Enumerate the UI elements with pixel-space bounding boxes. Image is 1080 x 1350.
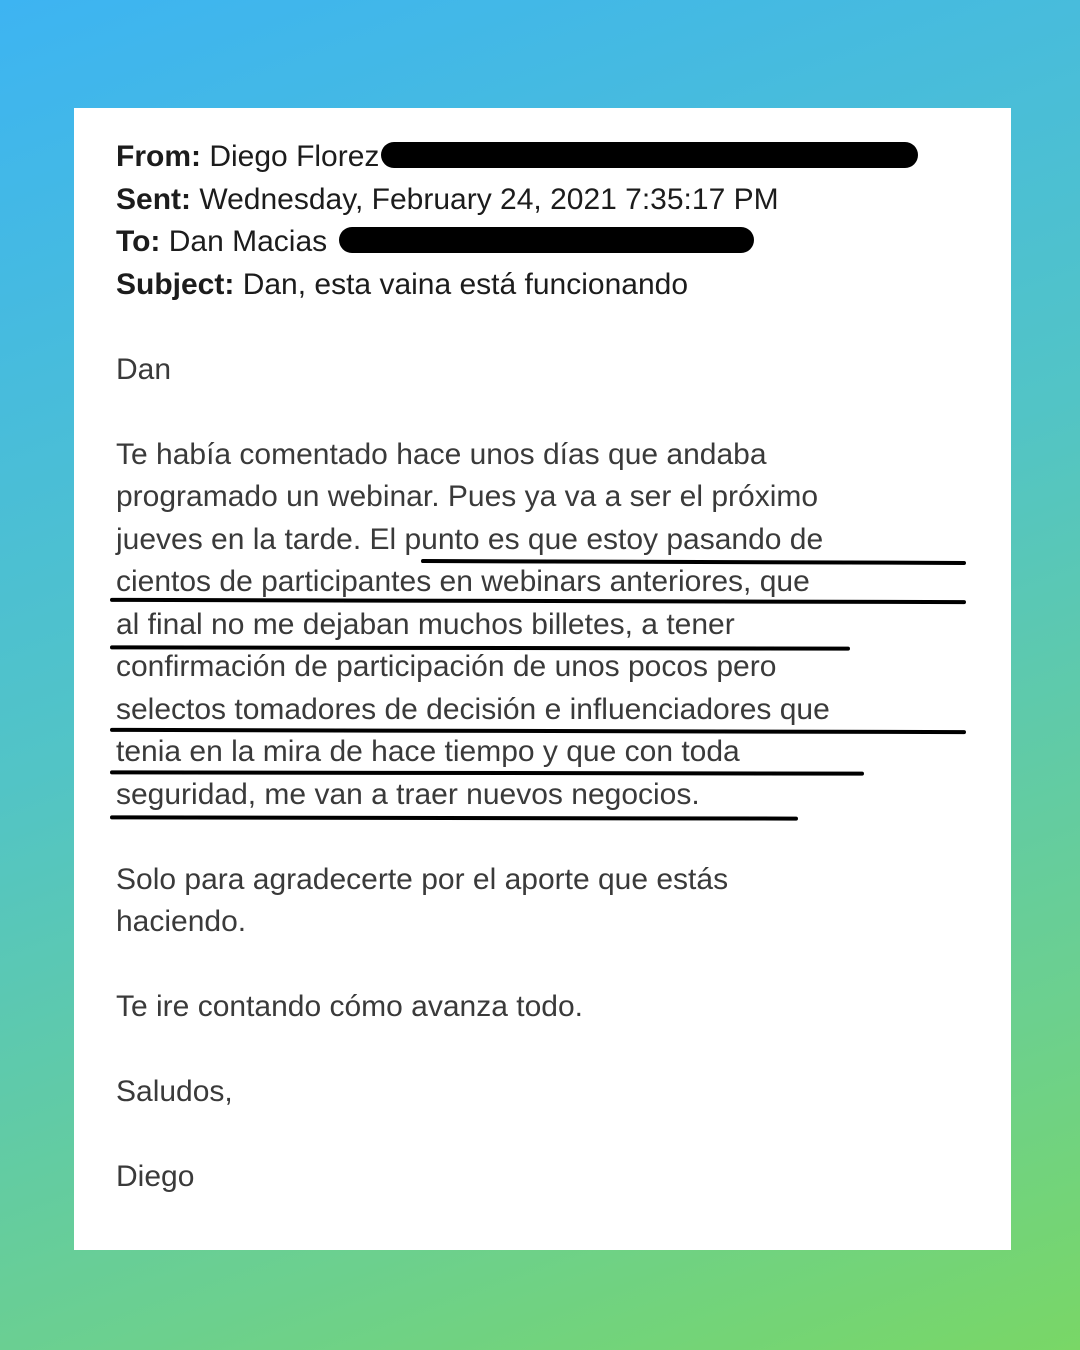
subject-line [116,264,976,307]
to-line [116,221,976,264]
paragraph-line: Te había comentado hace unos días que andaba [116,437,767,471]
signature: Diego [116,1160,195,1193]
paragraph-line: haciendo. [116,905,247,938]
to-value: Dan Macias [168,225,328,258]
paragraph-line: confirmación de participación de unos pocos pero [116,650,777,683]
paragraph-2 [116,859,976,944]
redacted-from-email [381,142,918,168]
redacted-to-email [339,227,754,253]
email-content [116,136,976,1199]
greeting: Dan [116,352,172,386]
subject-value: Dan, esta vaina está funcionando [242,267,689,301]
closing: Saludos, [116,1075,233,1108]
paragraph-line: jueves en la tarde. El punto es que estoy pasando de [116,522,824,556]
paragraph-line: Solo para agradecerte por el aporte que estás [116,862,729,896]
paragraph-line: programado un webinar. Pues ya va a ser el próximo [116,480,819,513]
paragraph-1 [116,434,976,817]
sent-line [116,179,976,222]
paragraph-line: tenia en la mira de hace tiempo y que con toda [116,735,740,768]
sent-label: Sent: [116,182,191,216]
paragraph-line: selectos tomadores de decisión e influenciadores que [116,692,830,726]
paragraph-3: Te ire contando cómo avanza todo. [116,990,583,1023]
email-card [74,108,1011,1250]
from-label: From: [116,140,201,173]
paragraph-line: cientos de participantes en webinars anteriores, que [116,565,810,598]
from-value: Diego Florez [209,140,380,173]
to-label: To: [116,225,161,258]
from-line [116,136,976,179]
paragraph-line: seguridad, me van a traer nuevos negocios. [116,777,700,811]
paragraph-line: al final no me dejaban muchos billetes, a tener [116,607,735,641]
sent-value: Wednesday, February 24, 2021 7:35:17 PM [199,182,779,216]
subject-label: Subject: [116,267,235,301]
